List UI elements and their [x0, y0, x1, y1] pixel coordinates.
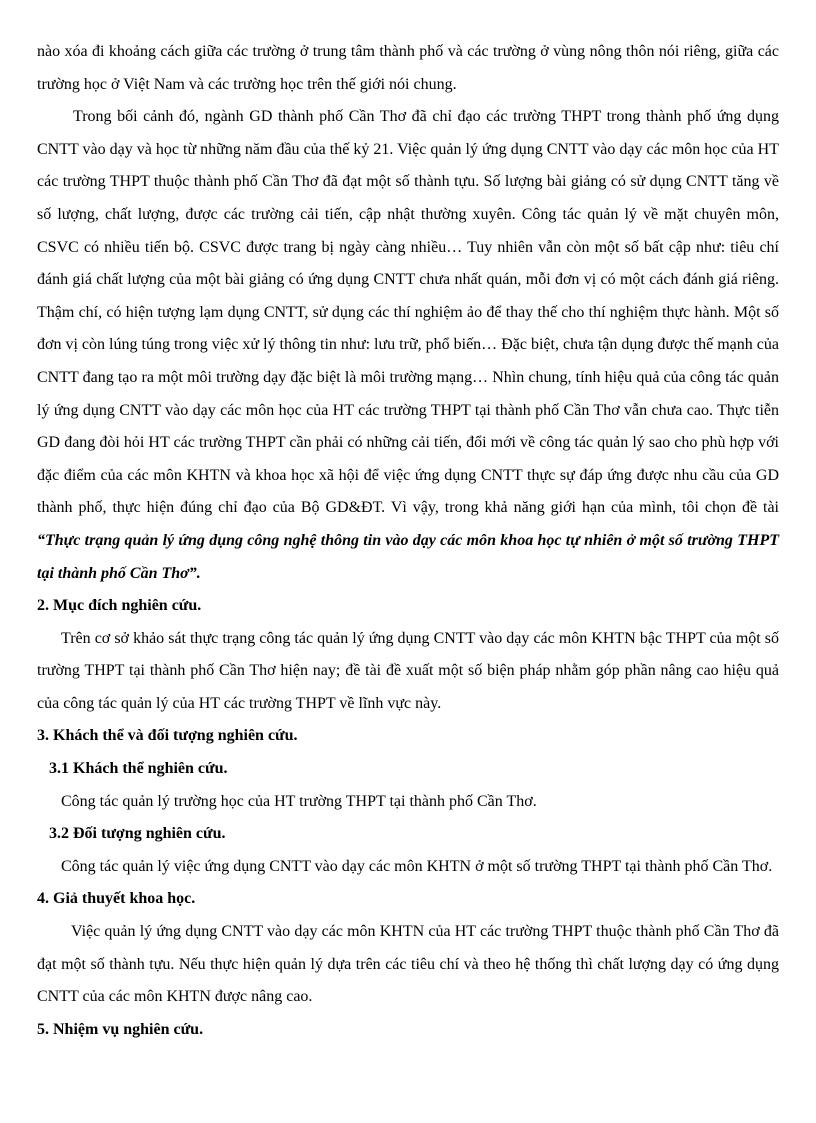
paragraph-hypothesis: Việc quản lý ứng dụng CNTT vào dạy các môn KHTN của HT các trường THPT thuộc thành phố Cần Thơ đã đạt một số thành tựu. Nếu thực hiện quản lý dựa trên các tiêu chí và theo hệ thống thì chất lượng dạy có ứng dụng CNTT của các môn KHTN được nâng cao.: [37, 923, 779, 1006]
heading-research-purpose: 2. Mục đích nghiên cứu.: [37, 597, 202, 615]
heading-research-tasks: 5. Nhiệm vụ nghiên cứu.: [37, 1020, 204, 1038]
heading-research-object: 3.2 Đối tượng nghiên cứu.: [49, 825, 226, 843]
heading-hypothesis: 4. Giả thuyết khoa học.: [37, 890, 196, 908]
thesis-title: “Thực trạng quản lý ứng dụng công nghệ thông tin vào dạy các môn khoa học tự nhiên ở một số trường THPT tại thành phố Cần Thơ”.: [37, 531, 779, 582]
paragraph-context: [37, 101, 779, 590]
paragraph-research-purpose: Trên cơ sở khảo sát thực trạng công tác quản lý ứng dụng CNTT vào dạy các môn KHTN bậc THPT của một số trường THPT tại thành phố Cần Thơ hiện nay; đề tài đề xuất một số biện pháp nhằm góp phần nâng cao hiệu quả của công tác quản lý của HT các trường THPT về lĩnh vực này.: [37, 629, 779, 712]
paragraph-continuation: nào xóa đi khoảng cách giữa các trường ở trung tâm thành phố và các trường ở vùng nông thôn nói riêng, giữa các trường học ở Việt Nam và các trường học trên thế giới nói chung.: [37, 43, 779, 93]
heading-research-subject: 3.1 Khách thể nghiên cứu.: [49, 760, 228, 778]
paragraph-research-object: Công tác quản lý việc ứng dụng CNTT vào dạy các môn KHTN ở một số trường THPT tại thành phố Cần Thơ.: [61, 857, 773, 875]
paragraph-context-text: Trong bối cảnh đó, ngành GD thành phố Cần Thơ đã chỉ đạo các trường THPT trong thành phố ứng dụng CNTT vào dạy và học từ những năm đầu của thế kỷ 21. Việc quản lý ứng dụng CNTT vào dạy các môn học của HT các trường THPT thuộc thành phố Cần Thơ đã đạt một số thành tựu. Số lượng bài giảng có sử dụng CNTT tăng về số lượng, chất lượng, được các trường cải tiến, cập nhật thường xuyên. Công tác quản lý về mặt chuyên môn, CSVC có nhiều tiến bộ. CSVC được trang bị ngày càng nhiều… Tuy nhiên vẫn còn một số bất cập như: tiêu chí đánh giá chất lượng của một bài giảng có ứng dụng CNTT chưa nhất quán, mỗi đơn vị có một cách đánh giá riêng. Thậm chí, có hiện tượng lạm dụng CNTT, sử dụng các thí nghiệm ảo để thay thế cho thí nghiệm thực hành. Một số đơn vị còn lúng túng trong việc xử lý thông tin như: lưu trữ, phổ biến… Đặc biệt, chưa tận dụng được thế mạnh của CNTT đang tạo ra một môi trường dạy đặc biệt là môi trường mạng… Nhìn chung, tính hiệu quả của công tác quản lý ứng dụng CNTT vào dạy các môn học của HT các trường THPT tại thành phố Cần Thơ vẫn chưa cao. Thực tiễn GD đang đòi hỏi HT các trường THPT cần phải có những cải tiến, đổi mới về công tác quản lý sao cho phù hợp với đặc điểm của các môn KHTN và khoa học xã hội để việc ứng dụng CNTT thực sự đáp ứng được nhu cầu của GD thành phố, thực hiện đúng chỉ đạo của Bộ GD&ĐT. Vì vậy, trong khả năng giới hạn của mình, tôi chọn đề tài: [37, 108, 779, 517]
document-page: [37, 36, 779, 1046]
paragraph-research-subject: Công tác quản lý trường học của HT trường THPT tại thành phố Cần Thơ.: [61, 792, 537, 810]
heading-subject-object: 3. Khách thể và đối tượng nghiên cứu.: [37, 727, 298, 745]
